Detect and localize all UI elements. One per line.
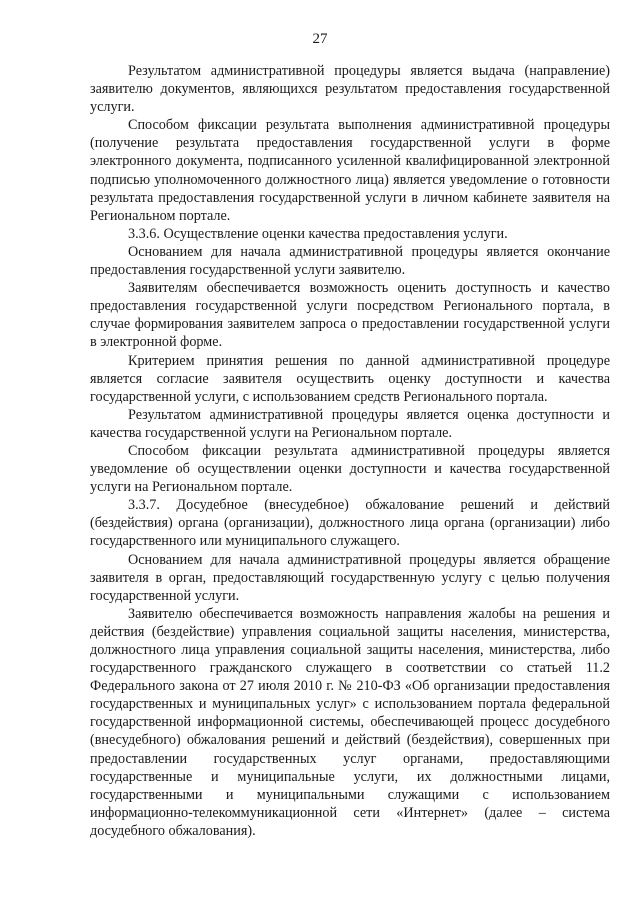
paragraph: Способом фиксации результата выполнения административной процедуры (получение результата предоставления государственной услуги в форме электронного документа, подписанного усиленной квалифицированной электронной подписью уполномоченного должностного лица) является уведомление о готовности результата предоставления государственной услуги в личном кабинете заявителя на Региональном портале.: [90, 117, 610, 224]
paragraph: Основанием для начала административной процедуры является обращение заявителя в орган, предоставляющий государственную услугу с целью получения государственной услуги.: [90, 551, 610, 604]
paragraph: Способом фиксации результата административной процедуры является уведомление об осуществлении оценки доступности и качества государственной услуги на Региональном портале.: [90, 442, 610, 496]
paragraph: Критерием принятия решения по данной административной процедуре является согласие заявителя осуществить оценку доступности и качества государственной услуги, с использованием средств Регионального портала.: [90, 352, 610, 405]
document-body: [90, 62, 610, 840]
section-heading: 3.3.6. Осуществление оценки качества предоставления услуги.: [128, 225, 508, 242]
paragraph: Результатом административной процедуры является выдача (направление) заявителю документов, являющихся результатом предоставления государственной услуги.: [90, 63, 610, 116]
section-heading: 3.3.7. Досудебное (внесудебное) обжалование решений и действий (бездействия) органа (организации), должностного лица органа (организации) либо государственного или муниципального служащего.: [90, 497, 610, 550]
paragraph: Основанием для начала административной процедуры является окончание предоставления государственной услуги заявителю.: [90, 243, 610, 279]
paragraph: Заявителям обеспечивается возможность оценить доступность и качество предоставления государственной услуги посредством Регионального портала, в случае формирования заявителем запроса о предоставлении государственной услуги в электронной форме.: [90, 280, 610, 351]
page-number: 27: [312, 31, 328, 47]
paragraph: Результатом административной процедуры является оценка доступности и качества государственной услуги на Региональном портале.: [90, 406, 610, 441]
paragraph: Заявителю обеспечивается возможность направления жалобы на решения и действия (бездействие) управления социальной защиты населения, министерства, должностного лица управления социальной защиты населения, министерства, либо государственного гражданского служащего в соответствии со статьей 11.2 Федерального закона от 27 июля 2010 г. № 210-ФЗ «Об организации предоставления государственных и муниципальных услуг» с использованием портала федеральной государственной информационной системы, обеспечивающей процесс досудебного (внесудебного) обжалования решений и действий (бездействия), совершенных при предоставлении государственных услуг органами, предоставляющими государственные и муниципальные услуги, их должностными лицами, государственными и муниципальными служащими с использованием информационно-телекоммуникационной сети «Интернет» (далее – система досудебного обжалования).: [90, 605, 610, 839]
